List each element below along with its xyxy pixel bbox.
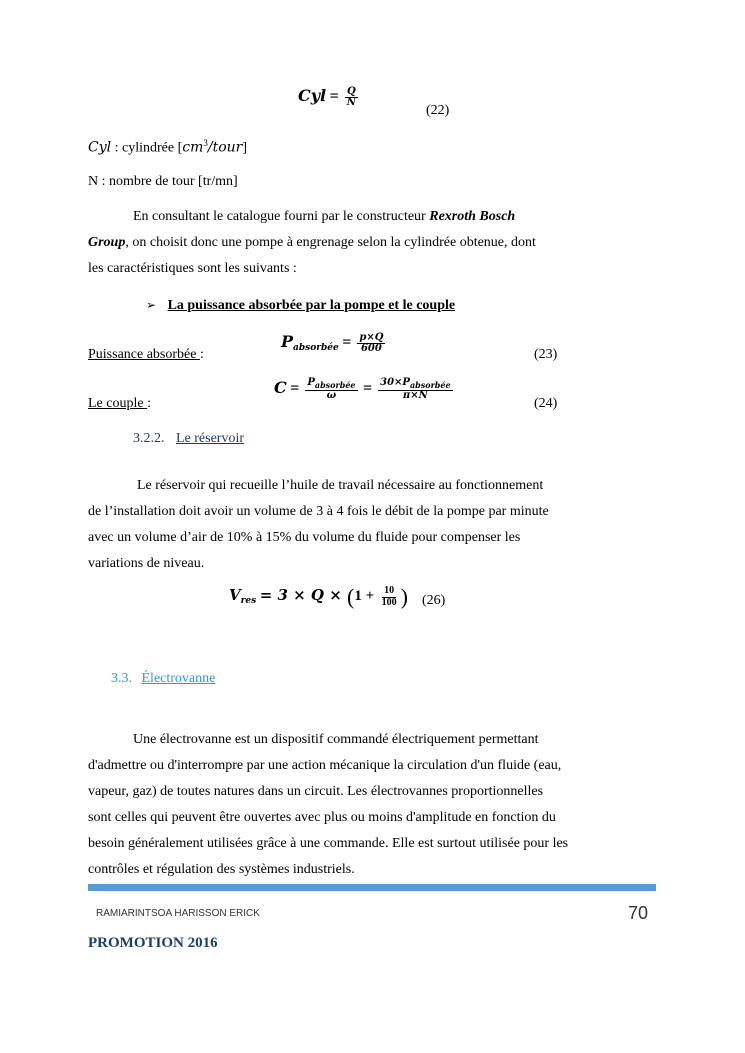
brand-name: Rexroth Bosch <box>429 209 516 224</box>
page-number: 70 <box>628 903 649 923</box>
intro-line-2: Group, on choisit donc une pompe à engrenage selon la cylindrée obtenue, dont <box>88 235 536 250</box>
electrovanne-line-4: sont celles qui peuvent être ouvertes avec plus ou moins d'amplitude en fonction du <box>88 810 556 825</box>
section-3-3-title: Électrovanne <box>141 671 216 686</box>
reservoir-line-1: Le réservoir qui recueille l’huile de travail nécessaire au fonctionnement <box>137 478 544 493</box>
eq22-numerator: Q <box>346 85 356 97</box>
eq24-fraction-1: $\frac{P_{absorbée}}{\omega}$ <box>307 377 356 401</box>
intro-line-1: En consultant le catalogue fourni par le constructeur Rexroth Bosch <box>133 209 516 224</box>
eq23-number: (23) <box>534 347 558 362</box>
equation-22: Cyl = $\frac{Q}{N}$ <box>298 85 356 109</box>
bullet-heading <box>146 298 455 314</box>
section-3-2-2-heading: 3.2.2. Le réservoir <box>133 431 245 446</box>
intro-line-3: les caractéristiques sont les suivants : <box>88 261 297 276</box>
reservoir-line-2: de l’installation doit avoir un volume de 3 à 4 fois le débit de la pompe par minute <box>88 504 549 519</box>
reservoir-line-3: avec un volume d’air de 10% à 15% du volume du fluide pour compenser les <box>88 530 521 545</box>
eq23-fraction: $\frac{p\times Q}{600}$ <box>359 331 384 355</box>
eq22-denominator: N <box>346 97 356 109</box>
eq22-fraction <box>345 87 358 109</box>
n-definition: N : nombre de tour [tr/mn] <box>88 174 238 189</box>
electrovanne-line-6: contrôles et régulation des systèmes industriels. <box>88 862 355 877</box>
eq24-fraction-2: $\frac{30\times P_{absorbée}}{\pi\times N}$ <box>380 377 451 401</box>
electrovanne-line-2: d'admettre ou d'interrompre par une action mécanique la circulation d'un fluide (eau, <box>88 758 562 773</box>
footer-divider <box>88 884 656 891</box>
cyl-definition: Cyl : cylindrée $[cm^3/tour]$ <box>88 138 248 156</box>
equation-26: $V_{res} = 3 \times Q \times (1$ + $\frac{10}{100}$ ) <box>229 584 408 609</box>
arrow-bullet-icon: ➢ <box>146 298 157 312</box>
section-3-2-2-title: Le réservoir <box>176 431 245 446</box>
electrovanne-line-1: Une électrovanne est un dispositif commandé électriquement permettant <box>133 732 539 747</box>
eq24-number: (24) <box>534 396 558 411</box>
cyl-symbol: Cyl <box>88 139 112 156</box>
eq22-lhs: Cyl <box>298 86 327 105</box>
eq26-number: (26) <box>422 593 446 608</box>
eq22-number: (22) <box>426 103 450 118</box>
section-3-3-heading: 3.3. Électrovanne <box>111 671 216 686</box>
reservoir-line-4: variations de niveau. <box>88 556 205 571</box>
eq23-label: Puissance absorbée : <box>88 347 204 362</box>
eq24-label: Le couple : <box>88 396 151 411</box>
electrovanne-line-3: vapeur, gaz) de toutes natures dans un circuit. Les électrovannes proportionnelles <box>88 784 544 799</box>
bullet-heading-text: La puissance absorbée par la pompe et le couple <box>167 298 456 313</box>
footer-promotion: PROMOTION 2016 <box>88 935 218 951</box>
footer-author: RAMIARINTSOA HARISSON ERICK <box>96 908 260 919</box>
electrovanne-line-5: besoin généralement utilisées grâce à une commande. Elle est surtout utilisée pour les <box>88 836 569 851</box>
eq26-fraction: $\frac{10}{100}$ <box>381 585 397 608</box>
equation-23: $P_{absorbée}$ = $\frac{p\times Q}{600}$ <box>281 331 384 355</box>
equation-24: C = $\frac{P_{absorbée}}{\omega}$ = $\frac{30\times P_{absorbée}}{\pi\times N}$ <box>274 377 451 401</box>
